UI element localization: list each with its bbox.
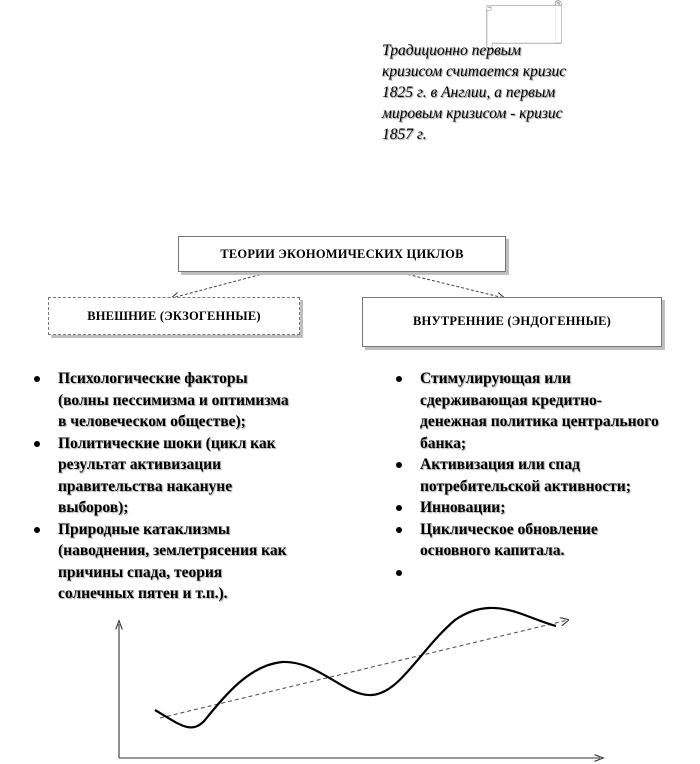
list-item-line: основного капитала. xyxy=(420,542,565,559)
external-theories-box: ВНЕШНИЕ (ЭКЗОГЕННЫЕ) xyxy=(48,297,300,335)
list-item-line: (волны пессимизма и оптимизма xyxy=(58,391,289,409)
note-line: 1857 г. xyxy=(382,126,427,143)
list-item-line: выборов); xyxy=(58,499,129,516)
list-item-line: Стимулирующая или xyxy=(420,370,571,387)
list-item-line: (наводнения, землетрясения как xyxy=(58,542,287,559)
list-item-line: Инновации; xyxy=(420,499,506,516)
economic-cycles-theories-box: ТЕОРИИ ЭКОНОМИЧЕСКИХ ЦИКЛОВ xyxy=(178,236,506,272)
note-line: кризисом считается кризис xyxy=(382,63,567,80)
list-item-line: правительства накануне xyxy=(58,477,233,495)
list-item-line: Политические шоки (цикл как xyxy=(58,434,276,452)
list-item-line: Психологические факторы xyxy=(58,370,248,387)
note-line: мировым кризисом - кризис xyxy=(382,105,563,122)
note-line: Традиционно первым xyxy=(382,42,522,59)
cycle-wave xyxy=(155,608,556,727)
list-item-line: причины спада, теория xyxy=(58,563,223,581)
list-item-line: Природные катаклизмы xyxy=(58,520,230,538)
list-item-line: Циклическое обновление xyxy=(420,520,598,538)
list-item-line: банка; xyxy=(420,434,467,452)
list-item-line: потребительской активности; xyxy=(420,477,631,495)
list-item-line: денежная политика центрального xyxy=(420,413,659,430)
internal-theories-box: ВНУТРЕННИЕ (ЭНДОГЕННЫЕ) xyxy=(362,297,662,347)
list-item-line: результат активизации xyxy=(58,456,222,473)
list-item-line: сдерживающая кредитно- xyxy=(420,391,602,409)
list-item-line: Активизация или спад xyxy=(420,456,580,473)
note-line: 1825 г. в Англии, а первым xyxy=(382,84,556,101)
trend-line xyxy=(160,620,568,718)
list-item-line: солнечных пятен и т.п.). xyxy=(58,585,228,602)
list-item-line: в человеческом обществе); xyxy=(58,413,246,430)
